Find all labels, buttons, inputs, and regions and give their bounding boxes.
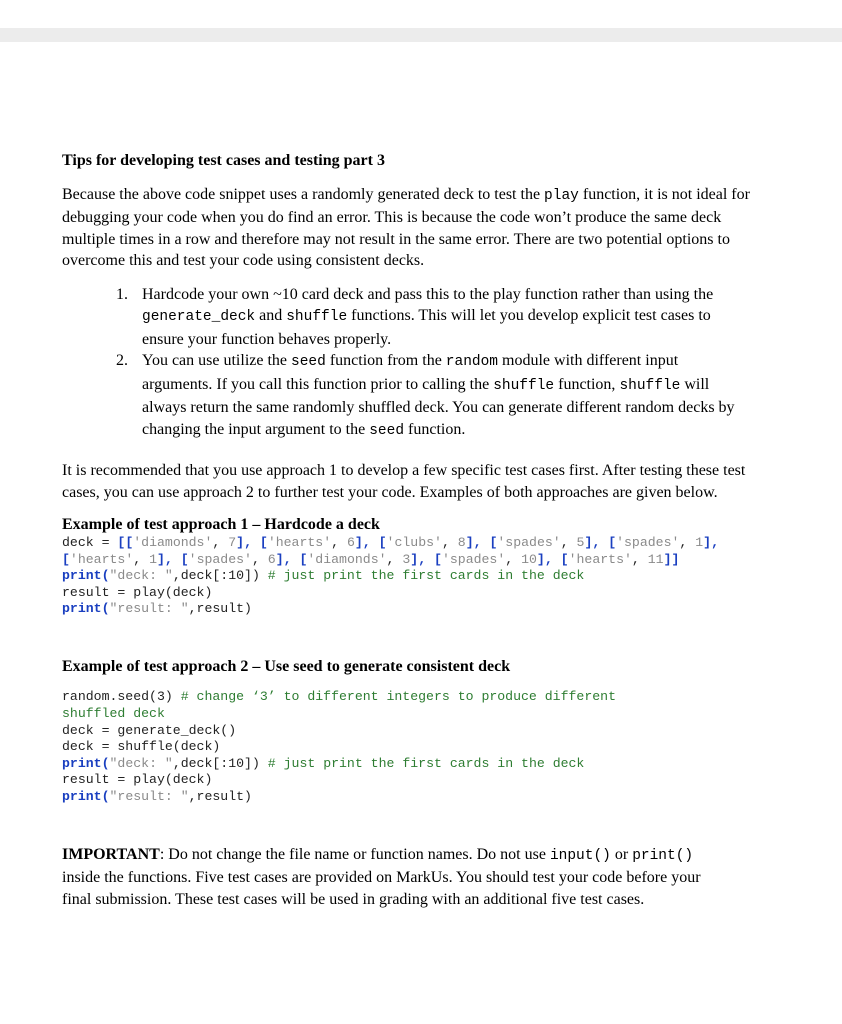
intro-text-2: function, it is not ideal for debugging your code when you do find an error. This is because the code won’t produce the same deck multiple times in a row and therefore may not result in the same error. There are two potential options to overcome this and test your code using consistent decks. (62, 185, 750, 269)
card-value: 7 (228, 535, 237, 550)
option-code: seed (369, 422, 405, 439)
card-entry: ['hearts', 1] (62, 551, 165, 567)
intro-paragraph (62, 184, 762, 272)
card-suit: 'diamonds' (133, 535, 213, 550)
card-entry: ['hearts', 6] (259, 535, 363, 550)
card-suit: 'hearts' (267, 535, 332, 550)
option-text: and (255, 307, 287, 324)
card-value: 10 (521, 551, 537, 567)
option-code: shuffle (619, 377, 681, 394)
code-result-line: result = play(deck) (62, 584, 213, 600)
card-value: 1 (149, 551, 157, 567)
code-args: ,deck[:10]) (172, 755, 260, 771)
important-label: IMPORTANT (62, 845, 160, 863)
code-print-keyword: print (62, 755, 102, 771)
code-result-line: result = play(deck) (62, 772, 213, 788)
card-entry: ['spades', 10] (434, 551, 545, 567)
code-string: "deck: " (109, 568, 173, 584)
intro-code-play: play (544, 187, 579, 204)
card-list: ['diamonds', 7], ['hearts', 6], ['clubs', 8], ['spades', 5], ['spades', 1], ['hearts', 1], ['spades', 6], ['diamonds', 3], ['spades', 10], ['hearts', 11] (62, 535, 720, 567)
code-args: ,deck[:10]) (172, 568, 260, 584)
card-suit: 'hearts' (69, 551, 134, 567)
card-entry: ['clubs', 8] (378, 535, 474, 550)
option-text: function, (554, 375, 620, 393)
important-code: print() (632, 847, 694, 864)
important-code: input() (549, 847, 611, 864)
card-suit: 'hearts' (568, 551, 632, 567)
code-print-keyword: print (62, 601, 102, 617)
important-text: or (610, 845, 633, 863)
card-value: 1 (695, 535, 704, 550)
code-shuffle-line: deck = shuffle(deck) (62, 739, 221, 755)
card-suit: 'spades' (616, 535, 680, 550)
card-value: 8 (457, 535, 466, 550)
option-code: shuffle (286, 309, 348, 325)
code-print-keyword: print (62, 568, 102, 584)
card-value: 11 (647, 551, 664, 567)
option-code: shuffle (493, 377, 555, 394)
important-text: : Do not change the file name or function names. Do not use (159, 845, 550, 863)
card-value: 5 (576, 535, 585, 550)
recommendation-paragraph: It is recommended that you use approach 1 to develop a few specific test cases first. After testing these test cases, you can use approach 2 to further test your code. Examples of both approaches are given below. (62, 462, 746, 501)
card-entry: ['diamonds', 3] (299, 551, 419, 567)
card-value: 3 (402, 551, 411, 567)
option-item-2 (62, 350, 752, 442)
option-text: function from the (325, 352, 446, 369)
code-args: ,result) (188, 601, 252, 617)
card-suit: 'spades' (441, 551, 506, 567)
code-args: ,result) (188, 789, 252, 805)
important-text: inside the functions. Five test cases are provided on MarkUs. You should test your code before your final submission. These test cases will be used in grading with an additional five test cases. (62, 869, 701, 908)
card-entry: ['spades', 5] (489, 535, 593, 550)
code-print-keyword: print (62, 789, 102, 805)
example-1-heading: Example of test approach 1 – Hardcode a deck (62, 516, 380, 533)
card-value: 6 (346, 535, 355, 550)
card-suit: 'clubs' (386, 535, 442, 550)
option-number: 1. (116, 285, 128, 303)
card-suit: 'diamonds' (307, 551, 387, 567)
important-note (62, 844, 762, 911)
option-code: generate_deck (142, 309, 256, 325)
option-text: Hardcode your own ~10 card deck and pass this to the play function rather than using the (142, 285, 714, 303)
top-toolbar-strip (0, 28, 842, 42)
code-string: "deck: " (109, 755, 173, 771)
card-entry: ['spades', 1] (608, 535, 712, 550)
example-1-code: deck = [['diamonds', 7], ['hearts', 6], ['clubs', 8], ['spades', 5], ['spades', 1], ['hearts', 1], ['spades', 6], ['diamonds', 3], ['spades', 10], ['hearts', 11]] print("deck: ",deck[:10]) # just print the first cards in the deck result = play(deck) print("result: ",result) (62, 535, 720, 617)
document-body (62, 150, 762, 910)
card-suit: 'spades' (497, 535, 561, 550)
card-entry: ['hearts', 11] (560, 551, 672, 567)
code-comment: # change ‘3’ to different integers to produce different (180, 689, 616, 705)
section-heading: Tips for developing test cases and testing part 3 (62, 152, 385, 169)
card-entry: ['spades', 6] (180, 551, 284, 567)
code-string: "result: " (109, 789, 189, 805)
card-suit: 'spades' (188, 551, 252, 567)
option-code: random (445, 354, 499, 370)
card-value: 6 (267, 551, 276, 567)
example-2-code: random.seed(3) # change ‘3’ to different integers to produce different shuffled deck deck = generate_deck() deck = shuffle(deck) print("deck: ",deck[:10]) # just print the first cards in the deck result = play(deck) print("result: ",result) (62, 689, 616, 805)
option-number: 2. (116, 352, 128, 369)
intro-text-1: Because the above code snippet uses a randomly generated deck to test the (62, 185, 545, 203)
code-generate-line: deck = generate_deck() (62, 722, 237, 738)
option-text: module with different input arguments. If you call this function prior to calling the (142, 352, 679, 393)
code-seed-call: random.seed(3) (62, 689, 181, 705)
option-item-1 (62, 284, 752, 351)
card-entry: ['diamonds', 7] (125, 535, 245, 550)
option-text: will always return the same randomly shuffled deck. You can generate different random decks by changing the input argument to the (142, 375, 735, 438)
option-code: seed (291, 354, 326, 370)
example-2-heading: Example of test approach 2 – Use seed to generate consistent deck (62, 657, 511, 675)
code-comment: # just print the first cards in the deck (267, 755, 585, 771)
option-text: functions. This will let you develop explicit test cases to ensure your function behaves properly. (142, 307, 711, 348)
code-comment: shuffled deck (62, 706, 165, 722)
options-list (62, 284, 762, 443)
code-comment: # just print the first cards in the deck (267, 568, 585, 584)
option-text: You can use utilize the (142, 352, 292, 369)
code-deck-assign: deck = (62, 535, 118, 550)
option-text: function. (404, 420, 466, 438)
code-string: "result: " (109, 601, 189, 617)
